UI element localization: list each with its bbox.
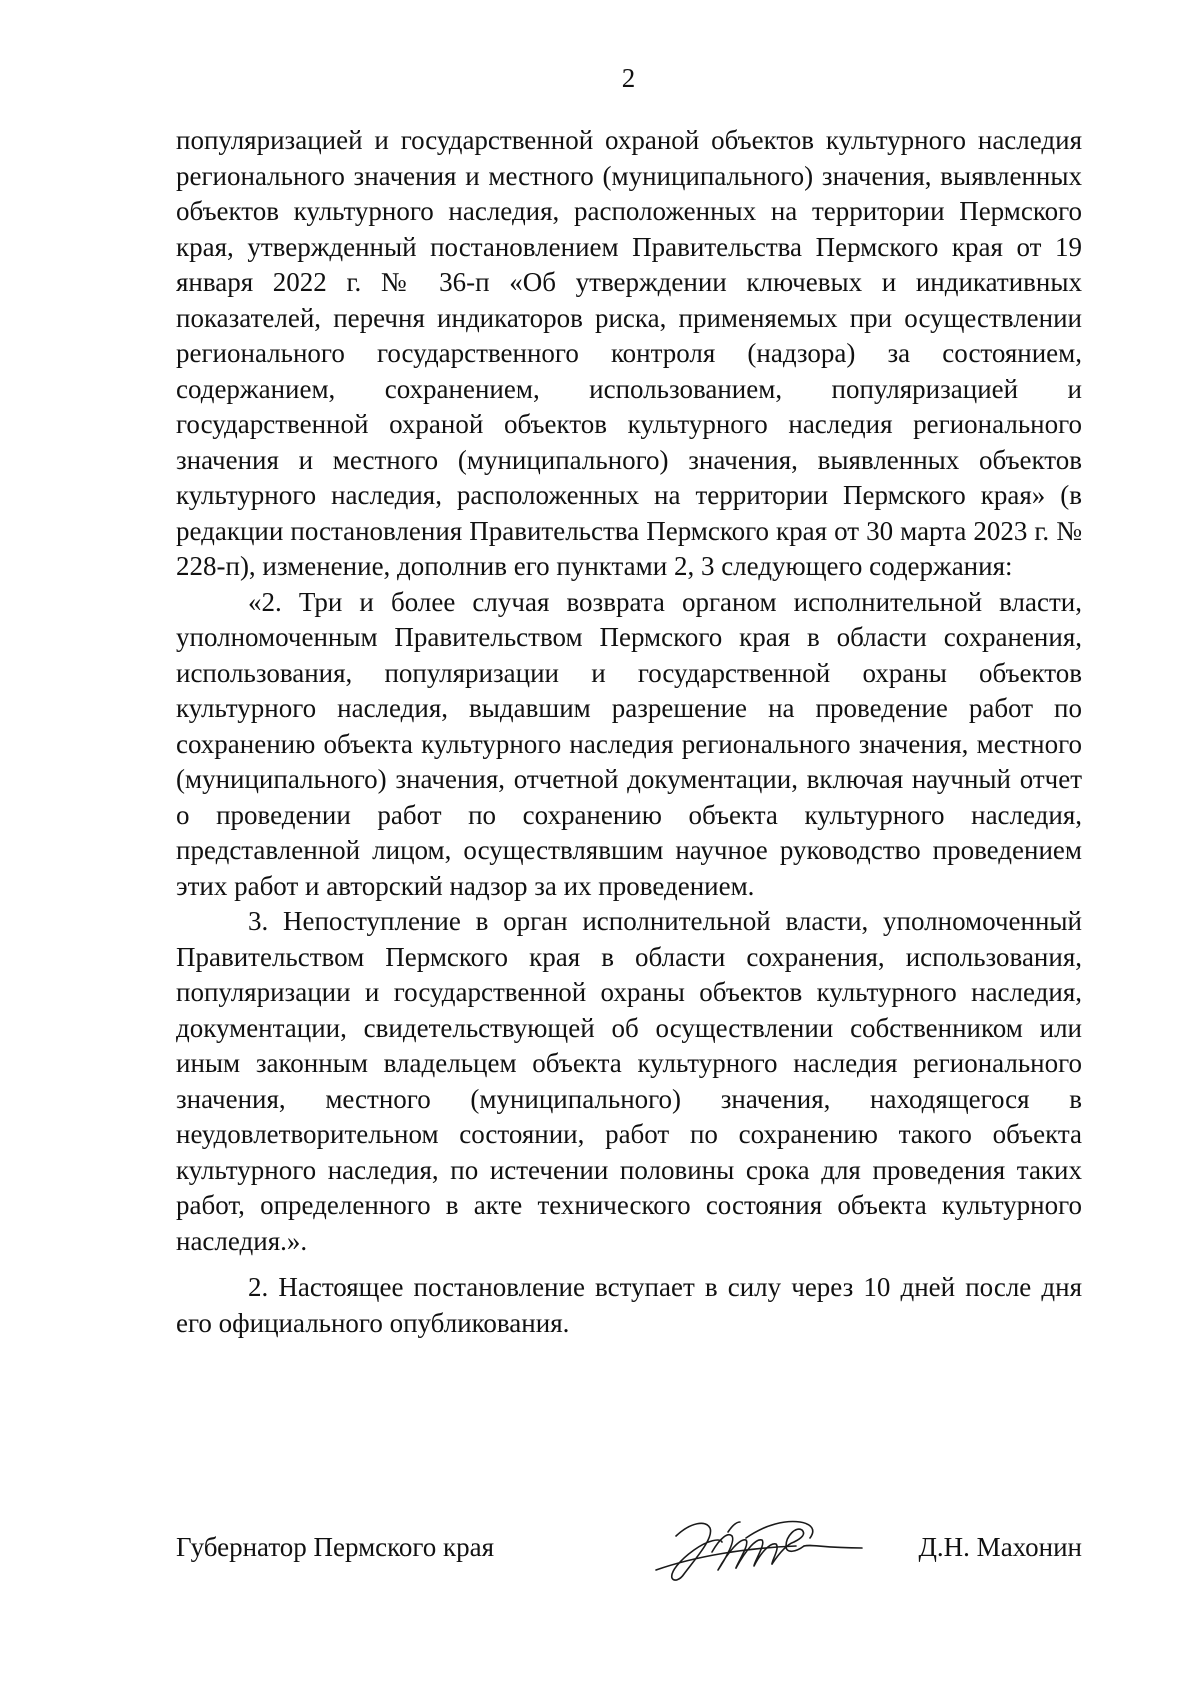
signatory-name: Д.Н. Махонин [918, 1532, 1082, 1562]
paragraph-item-3: 3. Непоступление в орган исполнительной власти, уполномоченный Правительством Пермского края в области сохранения, использования, популяризации и государственной охраны объектов культурного наследия, документации, свидетельствующей об осуществлении собственником или иным законным владельцем объекта культурного наследия регионального значения, местного (муниципального) значения, находящегося в неудовлетворительном состоянии, работ по сохранению такого объекта культурного наследия, по истечении половины срока для проведения таких работ, определенного в акте технического состояния объекта культурного наследия.». [176, 906, 1082, 1256]
paragraph-item-2: «2. Три и более случая возврата органом исполнительной власти, уполномоченным Правительством Пермского края в области сохранения, использования, популяризации и государственной охраны объектов культурного наследия, выдавшим разрешение на проведение работ по сохранению объекта культурного наследия регионального значения, местного (муниципального) значения, отчетной документации, включая научный отчет о проведении работ по сохранению объекта культурного наследия, представленной лицом, осуществлявшим научное руководство проведением этих работ и авторский надзор за их проведением. [176, 586, 1082, 901]
signature-block [176, 1530, 1082, 1610]
page-number: 2 [621, 63, 636, 93]
signatory-position: Губернатор Пермского края [176, 1532, 495, 1562]
paragraph-effective-date: 2. Настоящее постановление вступает в силу через 10 дней после дня его официального опубликования. [176, 1272, 1082, 1338]
paragraph-gap [176, 1259, 1082, 1270]
paragraph-continuation: популяризацией и государственной охраной объектов культурного наследия регионального значения и местного (муниципального) значения, выявленных объектов культурного наследия, расположенных на территории Пермского края, утвержденный постановлением Правительства Пермского края от 19 января 2022 г. № 36-п «Об утверждении ключевых и индикативных показателей, перечня индикаторов риска, применяемых при осуществлении регионального государственного контроля (надзора) за состоянием, содержанием, сохранением, использованием, популяризацией и государственной охраной объектов культурного наследия регионального значения и местного (муниципального) значения, выявленных объектов культурного наследия, расположенных на территории Пермского края» (в редакции постановления Правительства Пермского края от 30 марта 2023 г. № 228-п), изменение, дополнив его пунктами 2, 3 следующего содержания: [176, 125, 1082, 581]
handwritten-signature [636, 1508, 866, 1588]
document-body [176, 123, 1082, 1341]
